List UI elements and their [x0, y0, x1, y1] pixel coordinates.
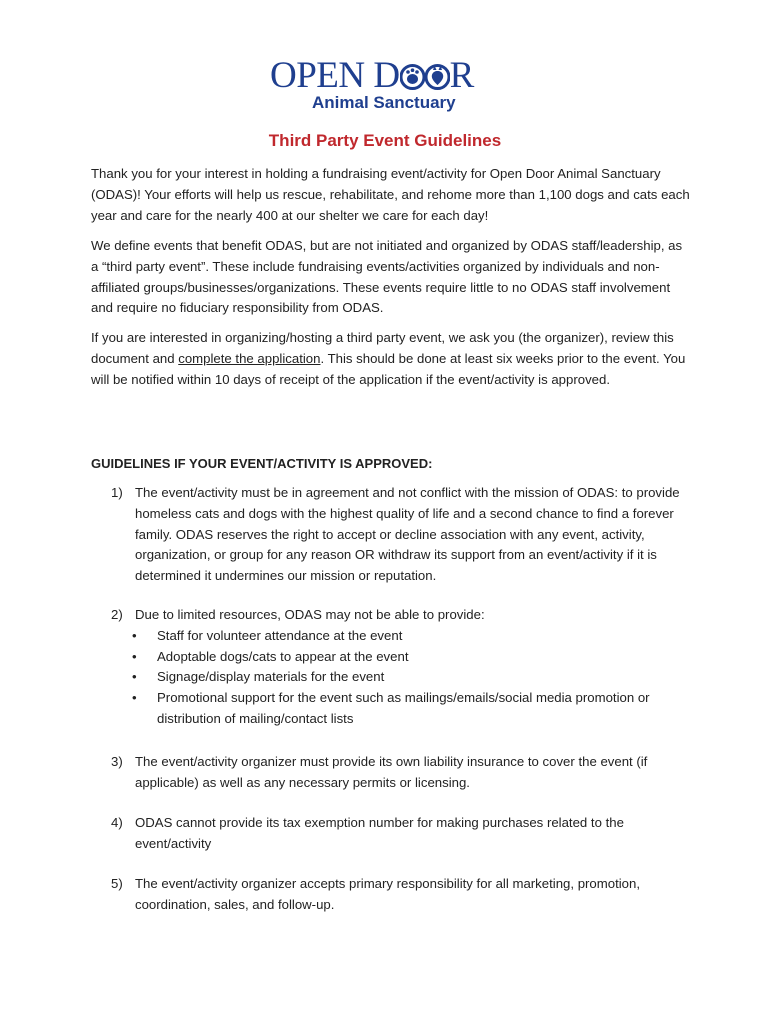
application-text-after: . This should be done at least six weeks prior to the event. You will be notified within 10 days of receipt of the application if the event/activity is approved. — [91, 350, 686, 387]
list-item: • Signage/display materials for the event — [111, 667, 691, 688]
guideline-item-2 — [111, 605, 691, 730]
list-item: • Staff for volunteer attendance at the event — [111, 626, 691, 647]
list-item: • Adoptable dogs/cats to appear at the event — [111, 647, 691, 668]
guideline-item-3 — [111, 752, 691, 794]
complete-application-link[interactable]: complete the application — [178, 350, 321, 366]
guideline-number: 1) — [111, 485, 123, 500]
logo-subtitle: Animal Sanctuary — [312, 93, 456, 112]
guideline-text: The event/activity organizer must provide its own liability insurance to cover the event (if applicable) as well as any necessary permits or licensing. — [135, 754, 648, 790]
open-door-logo — [270, 55, 500, 118]
guideline-item-5 — [111, 874, 691, 916]
list-item: • Promotional support for the event such as mailings/emails/social media promotion or distribution of mailing/contact lists — [111, 688, 691, 730]
definition-paragraph: We define events that benefit ODAS, but are not initiated and organized by ODAS staff/leadership, as a “third party event”. These include fundraising events/activities organized by individuals and non-affiliated groups/businesses/organizations. These events require little to no ODAS staff involvement and require no fiduciary responsibility from ODAS. — [91, 238, 683, 316]
page-title: Third Party Event Guidelines — [268, 131, 502, 150]
guideline-text: The event/activity organizer accepts primary responsibility for all marketing, promotion, coordination, sales, and follow-up. — [135, 876, 640, 912]
guideline-number: 5) — [111, 876, 123, 891]
guideline-item-4 — [111, 813, 691, 855]
guideline-number: 2) — [111, 607, 123, 622]
application-paragraph — [91, 328, 691, 390]
guideline-number: 3) — [111, 754, 123, 769]
guideline-text: ODAS cannot provide its tax exemption number for making purchases related to the event/activity — [135, 815, 624, 851]
guideline-number: 4) — [111, 815, 123, 830]
logo-wordmark — [270, 55, 500, 96]
resource-list — [111, 626, 691, 730]
guideline-text: The event/activity must be in agreement and not conflict with the mission of ODAS: to provide homeless cats and dogs with the highest quality of life and a second chance to find a forever family. ODAS reserves the right to accept or decline association with any event, activity, organization, or group for any reason OR withdraw its support from an event/activity if it is determined it undermines our mission or reputation. — [135, 485, 680, 584]
logo-text-open-d: OPEN D — [270, 55, 400, 96]
guideline-item-1 — [111, 483, 691, 587]
intro-paragraph: Thank you for your interest in holding a fundraising event/activity for Open Door Animal Sanctuary (ODAS)! Your efforts will help us rescue, rehabilitate, and rehome more than 1,100 dogs and cats each year and care for the nearly 400 at our shelter we care for each day! — [91, 166, 690, 223]
guidelines-heading: GUIDELINES IF YOUR EVENT/ACTIVITY IS APPROVED: — [91, 456, 433, 471]
application-text-before: If you are interested in organizing/hosting a third party event, we ask you (the organizer), review this document and — [91, 330, 674, 366]
logo-text-r: R — [449, 55, 474, 96]
guideline-text: Due to limited resources, ODAS may not be able to provide: — [135, 607, 485, 622]
